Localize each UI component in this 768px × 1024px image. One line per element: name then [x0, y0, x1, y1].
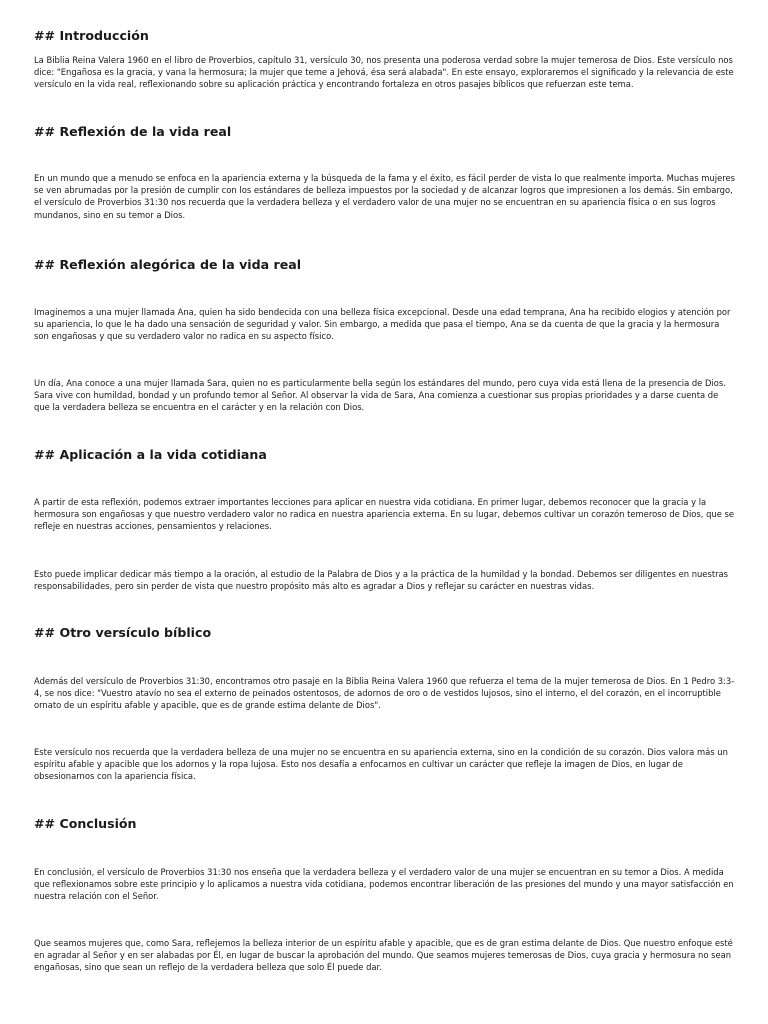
paragraph-conclusion-1: En conclusión, el versículo de Proverbios 31:30 nos enseña que la verdadera belleza y el verdadero valor de una mujer se encuentran en su temor a Dios. A medida que reflexionamos sobre este principio y lo aplicamos a nuestra vida cotidiana, podemos encontrar liberación de las presiones del mundo y una mayor satisfacción en nuestra relación con el Señor.	[34, 867, 734, 902]
paragraph-conclusion-2: Que seamos mujeres que, como Sara, reflejemos la belleza interior de un espíritu afable y apacible, que es de gran estima delante de Dios. Que nuestro enfoque esté en agradar al Señor y en ser alabadas por Él, en lugar de buscar la aprobación del mundo. Que seamos mujeres temerosas de Dios, cuya gracia y hermosura no sean engañosas, sino que sean un reflejo de la verdadera belleza que solo Él puede dar.	[34, 938, 733, 973]
paragraph-aplicacion-2: Esto puede implicar dedicar más tiempo a la oración, al estudio de la Palabra de Dios y a la práctica de la humildad y la bondad. Debemos ser diligentes en nuestras responsabilidades, pero sin perder de vista que nuestro propósito más alto es agradar a Dios y reflejar su carácter en nuestras vidas.	[34, 569, 729, 592]
heading-otro-versiculo: ## Otro versículo bíblico	[34, 625, 212, 640]
heading-introduccion: ## Introducción	[34, 28, 149, 43]
heading-aplicacion: ## Aplicación a la vida cotidiana	[34, 447, 267, 462]
heading-reflexion-alegorica: ## Reflexión alegórica de la vida real	[34, 257, 302, 272]
paragraph-aplicacion-1: A partir de esta reflexión, podemos extraer importantes lecciones para aplicar en nuestra vida cotidiana. En primer lugar, debemos reconocer que la gracia y la hermosura son engañosas y que nuestro verdadero valor no radica en nuestra apariencia externa. En su lugar, debemos cultivar un corazón temeroso de Dios, que se refleje en nuestras acciones, pensamientos y relaciones.	[34, 497, 735, 532]
heading-conclusion: ## Conclusión	[34, 816, 137, 831]
heading-reflexion-vida-real: ## Reflexión de la vida real	[34, 124, 232, 139]
paragraph-1-pedro: Además del versículo de Proverbios 31:30, encontramos otro pasaje en la Biblia Reina Valera 1960 que refuerza el tema de la mujer temerosa de Dios. En 1 Pedro 3:3-4, se nos dice: "Vuestro atavío no sea el externo de peinados ostentosos, de adornos de oro o de vestidos lujosos, sino el interno, el del corazón, en el incorruptible ornato de un espíritu afable y apacible, que es de grande estima delante de Dios".	[34, 676, 735, 711]
paragraph-corazon: Este versículo nos recuerda que la verdadera belleza de una mujer no se encuentra en su apariencia externa, sino en la condición de su corazón. Dios valora más un espíritu afable y apacible que los adornos y la ropa lujosa. Esto nos desafía a enfocarnos en cultivar un carácter que refleje la imagen de Dios, en lugar de obsesionarnos con la apariencia física.	[34, 747, 728, 782]
paragraph-sara: Un día, Ana conoce a una mujer llamada Sara, quien no es particularmente bella según los estándares del mundo, pero cuya vida está llena de la presencia de Dios. Sara vive con humildad, bondad y un profundo temor al Señor. Al observar la vida de Sara, Ana comienza a cuestionar sus propias prioridades y a darse cuenta de que la verdadera belleza se encuentra en el carácter y en la relación con Dios.	[34, 378, 726, 413]
paragraph-reflexion-vida-real: En un mundo que a menudo se enfoca en la apariencia externa y la búsqueda de la fama y el éxito, es fácil perder de vista lo que realmente importa. Muchas mujeres se ven abrumadas por la presión de cumplir con los estándares de belleza impuestos por la sociedad y de alcanzar logros que impresionen a los demás. Sin embargo, el versículo de Proverbios 31:30 nos recuerda que la verdadera belleza y el verdadero valor de una mujer no se encuentran en su apariencia física o en sus logros mundanos, sino en su temor a Dios.	[34, 173, 735, 220]
paragraph-introduccion: La Biblia Reina Valera 1960 en el libro de Proverbios, capítulo 31, versículo 30, nos presenta una poderosa verdad sobre la mujer temerosa de Dios. Este versículo nos dice: "Engañosa es la gracia, y vana la hermosura; la mujer que teme a Jehová, ésa será alabada". En este ensayo, exploraremos el significado y la relevancia de este versículo en la vida real, reflexionando sobre su aplicación práctica y encontrando fortaleza en otros pasajes bíblicos que refuerzan este tema.	[34, 55, 734, 90]
paragraph-ana: Imaginemos a una mujer llamada Ana, quien ha sido bendecida con una belleza física excepcional. Desde una edad temprana, Ana ha recibido elogios y atención por su apariencia, lo que le ha dado una sensación de seguridad y valor. Sin embargo, a medida que pasa el tiempo, Ana se da cuenta de que la gracia y la hermosura son engañosas y que su verdadero valor no radica en su aspecto físico.	[34, 307, 731, 342]
